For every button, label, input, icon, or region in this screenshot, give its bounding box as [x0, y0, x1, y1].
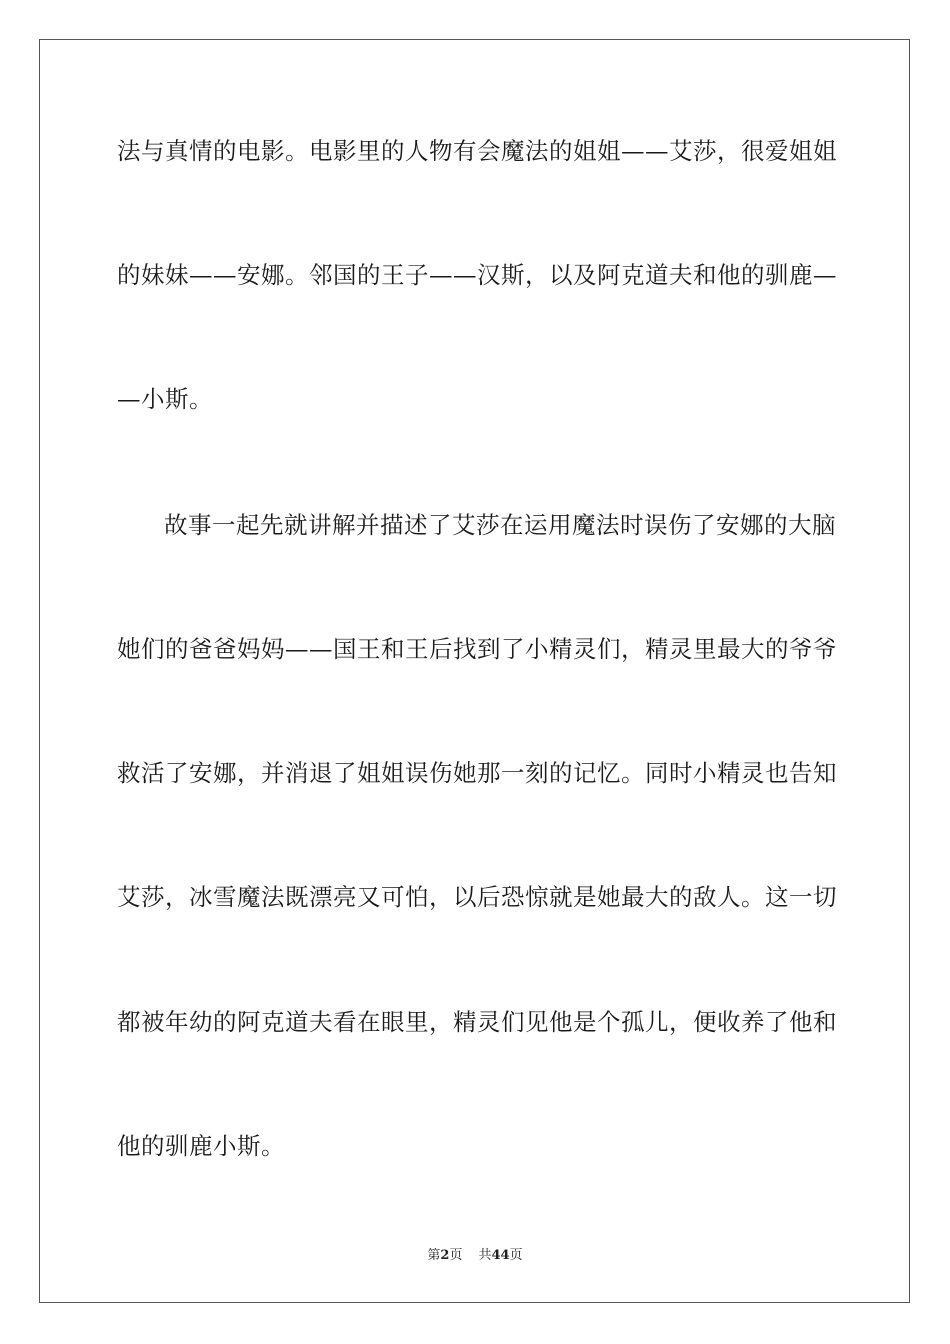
- paragraph-line: —小斯。: [117, 385, 213, 413]
- page-footer: [0, 1247, 950, 1265]
- total-prefix: 共: [478, 1248, 492, 1263]
- paragraph-line: 都被年幼的阿克道夫看在眼里，精灵们见他是个孤儿，便收养了他和: [117, 1008, 837, 1036]
- paragraph-line: 他的驯鹿小斯。: [117, 1132, 285, 1160]
- paragraph-line: 的妹妹——安娜。邻国的王子——汉斯，以及阿克道夫和他的驯鹿—: [117, 261, 837, 289]
- page-prefix: 第: [427, 1248, 441, 1263]
- paragraph-line: 救活了安娜，并消退了姐姐误伤她那一刻的记忆。同时小精灵也告知: [117, 759, 837, 787]
- page-frame: [39, 39, 910, 1303]
- page-number: 2: [440, 1248, 450, 1263]
- paragraph-line: 她们的爸爸妈妈——国王和王后找到了小精灵们，精灵里最大的爷爷: [117, 635, 837, 663]
- paragraph-line: 艾莎，冰雪魔法既漂亮又可怕，以后恐惊就是她最大的敌人。这一切: [117, 883, 837, 911]
- page-suffix: 页: [449, 1248, 463, 1263]
- paragraph-line: 故事一起先就讲解并描述了艾莎在运用魔法时误伤了安娜的大脑: [164, 511, 836, 539]
- paragraph-line: 法与真情的电影。电影里的人物有会魔法的姐姐——艾莎，很爱姐姐: [117, 137, 837, 165]
- total-suffix: 页: [509, 1248, 523, 1263]
- total-pages: 44: [491, 1248, 510, 1263]
